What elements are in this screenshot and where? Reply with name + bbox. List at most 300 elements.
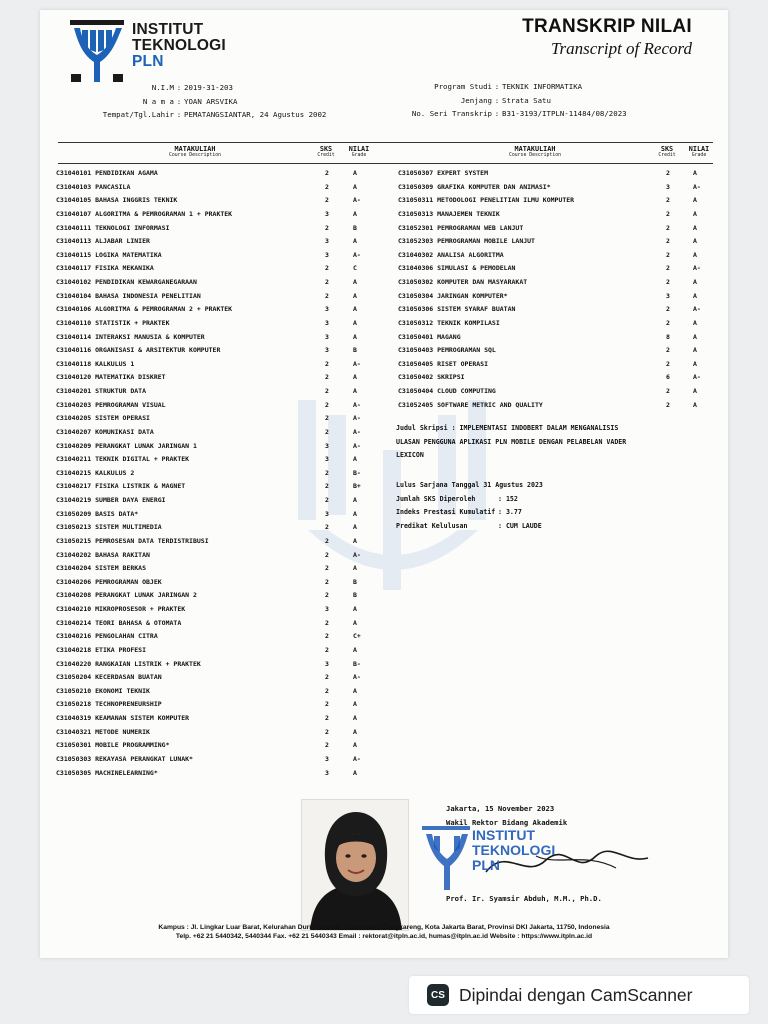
seri-row <box>380 107 627 121</box>
course-grade: A <box>353 714 357 722</box>
course-grade: A <box>693 291 697 300</box>
course-grade: B- <box>353 659 361 668</box>
separator: : <box>176 83 182 92</box>
course-row <box>56 739 386 753</box>
course-grade: A- <box>353 250 361 259</box>
course-name: C31040103 PANCASILA <box>56 182 131 191</box>
course-sks: 2 <box>666 278 670 286</box>
course-row <box>56 617 386 631</box>
course-name: C31040207 KOMUNIKASI DATA <box>56 427 154 436</box>
footer-address: Kampus : Jl. Lingkar Luar Barat, Kelurahan Duri Kosambi, Kecamatan Cengkareng, Kota Jakarta Barat, Provinsi DKI Jakarta, 11750, Indonesia <box>158 924 610 931</box>
course-row <box>56 562 386 576</box>
course-name: C31050403 PEMROGRAMAN SQL <box>398 346 496 355</box>
course-row <box>398 235 718 249</box>
course-name: C31040214 TEORI BAHASA & OTOMATA <box>56 618 182 627</box>
course-name: C31040217 FISIKA LISTRIK & MAGNET <box>56 482 186 491</box>
course-grade: A <box>693 318 697 327</box>
course-name: C31050312 TEKNIK KOMPILASI <box>398 318 500 327</box>
course-row <box>56 467 386 481</box>
course-name: C31040102 PENDIDIKAN KEWARGANEGARAAN <box>56 278 197 286</box>
course-sks: 2 <box>325 482 329 491</box>
course-row <box>56 167 386 181</box>
course-grade: A <box>693 400 697 409</box>
course-sks: 3 <box>666 291 670 300</box>
course-row <box>398 303 718 317</box>
ttl-label: Tempat/Tgl.Lahir <box>102 110 174 119</box>
student-photo <box>301 799 409 931</box>
course-name: C31040203 PEMROGRAMAN VISUAL <box>56 400 166 409</box>
course-name: C31040120 MATEMATIKA DISKRET <box>56 373 166 382</box>
course-row <box>56 576 386 590</box>
graduation-summary <box>396 479 543 533</box>
course-row <box>56 303 386 317</box>
course-grade: A <box>353 509 357 518</box>
course-header-left <box>130 145 260 158</box>
separator: : <box>494 109 500 118</box>
course-row <box>398 358 718 372</box>
gpa-label: Indeks Prestasi Kumulatif <box>396 508 496 517</box>
course-grade: A- <box>693 305 701 314</box>
course-sks: 2 <box>666 196 670 205</box>
course-row <box>56 685 386 699</box>
page-subtitle: Transcript of Record <box>550 39 692 58</box>
course-sks: 2 <box>325 632 329 641</box>
course-header-sub: Course Description <box>509 153 561 158</box>
grade-header-label: NILAI <box>348 145 370 153</box>
ttl-value: PEMATANGSIANTAR, 24 Agustus 2002 <box>184 110 327 119</box>
course-sks: 2 <box>325 182 329 191</box>
course-grade: A- <box>353 550 361 559</box>
course-sks: 2 <box>325 645 329 654</box>
sks-header-right <box>653 145 681 158</box>
course-sks: 3 <box>325 509 329 518</box>
student-photo-image <box>302 800 409 931</box>
course-row <box>56 235 386 249</box>
course-row <box>56 726 386 740</box>
course-sks: 2 <box>666 250 670 259</box>
course-sks: 3 <box>325 209 329 218</box>
course-grade: A <box>353 209 357 218</box>
logo-line-1: INSTITUT <box>132 21 204 38</box>
course-row <box>56 671 386 685</box>
itpln-logo-icon <box>68 18 130 84</box>
course-grade: A <box>353 496 357 504</box>
course-sks: 2 <box>666 346 670 355</box>
graduation-date: Lulus Sarjana Tanggal 31 Agustus 2023 <box>396 481 543 489</box>
course-row <box>56 426 386 440</box>
stamp-line-1: INSTITUT <box>472 827 535 843</box>
course-sks: 2 <box>325 414 329 423</box>
course-row <box>56 521 386 535</box>
course-sks: 2 <box>325 564 329 573</box>
course-row <box>56 344 386 358</box>
course-row <box>56 712 386 726</box>
student-info <box>66 81 326 122</box>
course-sks: 3 <box>325 754 329 763</box>
sks-header-sub: Credit <box>658 153 676 158</box>
course-sks: 2 <box>666 169 670 177</box>
course-grade: A <box>693 169 697 177</box>
course-row <box>56 412 386 426</box>
course-grade: A <box>693 332 697 341</box>
course-row <box>56 453 386 467</box>
course-grade: A <box>353 645 357 654</box>
total-sks-label: Jumlah SKS Diperoleh <box>396 494 476 503</box>
grade-header-left <box>344 145 374 158</box>
course-row <box>398 385 718 399</box>
course-name: C31050301 MOBILE PROGRAMMING* <box>56 741 170 750</box>
course-grade: A <box>353 686 357 695</box>
logo-line-3: PLN <box>132 53 164 70</box>
course-name: C31040116 ORGANISASI & ARSITEKTUR KOMPUTER <box>56 346 221 355</box>
title-block <box>522 16 692 59</box>
signature-role: Wakil Rektor Bidang Akademik <box>446 818 568 827</box>
course-sks: 2 <box>666 264 670 273</box>
course-row <box>56 535 386 549</box>
course-sks: 2 <box>666 305 670 314</box>
course-grade: A <box>353 373 357 382</box>
course-sks: 2 <box>325 700 329 709</box>
total-sks-row <box>396 493 543 507</box>
course-grade: B- <box>353 468 361 477</box>
course-sks: 3 <box>325 659 329 668</box>
course-grade: A <box>693 250 697 259</box>
course-name: C31040201 STRUKTUR DATA <box>56 387 147 395</box>
course-grade: A <box>353 768 357 777</box>
course-grade: A- <box>693 182 701 191</box>
course-row <box>56 194 386 208</box>
course-grade: A <box>353 169 357 177</box>
course-sks: 2 <box>325 550 329 559</box>
course-name: C31050313 MANAJEMEN TEKNIK <box>398 209 500 218</box>
course-name: C31050204 KECERDASAN BUATAN <box>56 673 162 682</box>
course-grade: A- <box>353 196 361 205</box>
course-row <box>56 317 386 331</box>
course-sks: 8 <box>666 332 670 341</box>
course-name: C31052405 SOFTWARE METRIC AND QUALITY <box>398 400 543 409</box>
course-sks: 2 <box>325 618 329 627</box>
jenjang-row <box>380 94 627 108</box>
course-sks: 2 <box>666 387 670 395</box>
course-grade: A <box>353 387 357 395</box>
course-row <box>398 181 718 195</box>
course-grade: B <box>353 577 357 586</box>
camscanner-icon: CS <box>427 984 449 1006</box>
course-row <box>398 290 718 304</box>
course-row <box>56 480 386 494</box>
course-name: C31040211 TEKNIK DIGITAL + PRAKTEK <box>56 455 190 464</box>
course-grade: A- <box>353 441 361 450</box>
course-sks: 2 <box>325 196 329 205</box>
course-sks: 2 <box>325 373 329 382</box>
course-row <box>56 290 386 304</box>
course-grade: A <box>353 305 357 314</box>
course-name: C31040215 KALKULUS 2 <box>56 468 135 477</box>
course-row <box>56 698 386 712</box>
course-name: C31050401 MAGANG <box>398 332 461 341</box>
course-row <box>56 385 386 399</box>
predikat-row <box>396 520 543 534</box>
gpa-value: : 3.77 <box>498 508 522 517</box>
course-row <box>56 494 386 508</box>
signature-date: Jakarta, 15 November 2023 <box>446 804 555 813</box>
course-sks: 2 <box>325 387 329 395</box>
course-name: C31040219 SUMBER DAYA ENERGI <box>56 496 166 504</box>
course-grade: A <box>693 209 697 218</box>
course-sks: 2 <box>325 536 329 545</box>
signatory-name: Prof. Ir. Syamsir Abduh, M.M., Ph.D. <box>446 894 602 903</box>
course-grade: A <box>693 237 697 246</box>
course-sks: 3 <box>325 768 329 777</box>
course-sks: 3 <box>666 182 670 191</box>
course-row <box>56 658 386 672</box>
logo-text <box>132 22 226 70</box>
course-name: C31050304 JARINGAN KOMPUTER* <box>398 291 508 300</box>
course-sks: 2 <box>325 468 329 477</box>
stamp-text <box>472 828 555 873</box>
course-grade: A <box>693 196 697 205</box>
course-grade: A <box>693 387 697 395</box>
course-sks: 2 <box>325 291 329 300</box>
course-row <box>398 276 718 290</box>
course-sks: 2 <box>325 169 329 177</box>
course-sks: 3 <box>325 346 329 355</box>
course-grade: A- <box>353 414 361 423</box>
course-name: C31040319 KEAMANAN SISTEM KOMPUTER <box>56 714 190 722</box>
course-sks: 3 <box>325 250 329 259</box>
course-name: C31050209 BASIS DATA* <box>56 509 139 518</box>
course-row <box>56 644 386 658</box>
course-sks: 2 <box>325 741 329 750</box>
course-sks: 2 <box>666 359 670 368</box>
course-name: C31040111 TEKNOLOGI INFORMASI <box>56 223 170 232</box>
course-name: C31040107 ALGORITMA & PEMROGRAMAN 1 + PRAKTEK <box>56 209 233 218</box>
course-name: C31040104 BAHASA INDONESIA PENELITIAN <box>56 291 201 300</box>
course-grade: A <box>353 332 357 341</box>
course-row <box>398 222 718 236</box>
course-grade: A <box>693 346 697 355</box>
course-grade: A- <box>353 400 361 409</box>
course-sks: 2 <box>325 727 329 736</box>
jenjang-value: Strata Satu <box>502 95 551 105</box>
course-sks: 3 <box>325 441 329 450</box>
course-header-label: MATAKULIAH <box>514 145 556 153</box>
predikat-value: : CUM LAUDE <box>498 521 542 530</box>
course-list-left <box>56 167 386 780</box>
stamp-line-3: PLN <box>472 857 500 873</box>
course-row <box>398 371 718 385</box>
course-name: C31050210 EKONOMI TEKNIK <box>56 686 150 695</box>
course-name: C31050305 MACHINELEARNING* <box>56 768 158 777</box>
course-header-right <box>470 145 600 158</box>
course-sks: 2 <box>325 673 329 682</box>
nama-value: YOAN ARSVIKA <box>184 96 238 106</box>
course-grade: C+ <box>353 632 361 641</box>
course-grade: A <box>353 700 357 709</box>
thesis-line-3: LEXICON <box>396 451 424 459</box>
course-row <box>56 603 386 617</box>
course-sks: 2 <box>325 278 329 286</box>
course-row <box>398 194 718 208</box>
nama-row <box>66 95 326 109</box>
grade-header-sub: Grade <box>351 153 367 158</box>
footer-contact: Telp. +62 21 5440342, 5440344 Fax. +62 21 5440343 Email : rektorat@itpln.ac.id, humas@itpln.ac.id Website : https://www.itpln.ac.id <box>175 933 593 940</box>
course-sks: 2 <box>666 209 670 218</box>
course-row <box>398 399 718 413</box>
course-sks: 2 <box>325 264 329 273</box>
course-row <box>56 331 386 345</box>
separator: : <box>494 82 500 91</box>
course-sks: 2 <box>325 591 329 600</box>
course-name: C31050309 GRAFIKA KOMPUTER DAN ANIMASI* <box>398 182 551 191</box>
course-row <box>56 371 386 385</box>
course-name: C31040110 STATISTIK + PRAKTEK <box>56 318 170 327</box>
course-row <box>56 440 386 454</box>
course-name: C31040113 ALJABAR LINIER <box>56 237 150 246</box>
predikat-label: Predikat Kelulusan <box>396 521 468 530</box>
course-sks: 2 <box>325 359 329 368</box>
course-sks: 2 <box>666 237 670 246</box>
table-top-rule <box>58 142 713 143</box>
course-name: C31040114 INTERAKSI MANUSIA & KOMPUTER <box>56 332 205 341</box>
course-row <box>398 249 718 263</box>
grade-header-sub: Grade <box>691 153 707 158</box>
course-row <box>56 276 386 290</box>
course-grade: A- <box>353 754 361 763</box>
course-grade: A <box>353 523 357 532</box>
separator: : <box>176 110 182 119</box>
course-row <box>56 181 386 195</box>
course-grade: A <box>353 741 357 750</box>
course-name: C31040302 ANALISA ALGORITMA <box>398 250 504 259</box>
course-grade: A- <box>353 359 361 368</box>
course-sks: 2 <box>666 318 670 327</box>
course-sks: 2 <box>325 427 329 436</box>
course-name: C31050213 SISTEM MULTIMEDIA <box>56 523 162 532</box>
course-name: C31040321 METODE NUMERIK <box>56 727 150 736</box>
course-sks: 3 <box>325 237 329 246</box>
course-grade: A <box>693 278 697 286</box>
nim-label: N.I.M <box>151 83 174 92</box>
course-row <box>56 262 386 276</box>
course-grade: A- <box>693 264 701 273</box>
prodi-value: TEKNIK INFORMATIKA <box>502 82 583 91</box>
course-sks: 2 <box>325 400 329 409</box>
grade-header-label: NILAI <box>688 145 710 153</box>
course-list-right <box>398 167 718 412</box>
course-row <box>56 630 386 644</box>
course-header-sub: Course Description <box>169 153 221 158</box>
program-info <box>380 80 627 121</box>
thesis-title <box>396 422 626 463</box>
course-row <box>398 344 718 358</box>
course-name: C31050404 CLOUD COMPUTING <box>398 387 496 395</box>
course-grade: A- <box>353 427 361 436</box>
course-name: C31040208 PERANGKAT LUNAK JARINGAN 2 <box>56 591 197 600</box>
nama-label: N a m a <box>142 96 174 106</box>
course-grade: A- <box>693 373 701 382</box>
course-name: C31040216 PENGOLAHAN CITRA <box>56 632 158 641</box>
course-row <box>398 262 718 276</box>
nim-value: 2019-31-203 <box>184 83 233 92</box>
camscanner-text: Dipindai dengan CamScanner <box>459 984 693 1005</box>
course-name: C31050302 KOMPUTER DAN MASYARAKAT <box>398 278 528 286</box>
course-sks: 2 <box>325 577 329 586</box>
course-row <box>56 767 386 781</box>
page-title: TRANSKRIP NILAI <box>522 16 692 37</box>
course-name: C31050307 EXPERT SYSTEM <box>398 169 489 177</box>
course-row <box>398 331 718 345</box>
course-row <box>398 208 718 222</box>
course-name: C31040209 PERANGKAT LUNAK JARINGAN 1 <box>56 441 197 450</box>
course-name: C31040218 ETIKA PROFESI <box>56 645 147 654</box>
seri-value: B31-3193/ITPLN-11484/08/2023 <box>502 109 627 118</box>
course-grade: A <box>353 564 357 573</box>
camscanner-badge <box>409 976 749 1014</box>
course-name: C31040105 BAHASA INGGRIS TEKNIK <box>56 196 178 205</box>
course-sks: 3 <box>325 605 329 613</box>
separator: : <box>494 95 500 105</box>
course-grade: A <box>353 455 357 464</box>
course-grade: A <box>353 618 357 627</box>
course-name: C31050306 SISTEM SYARAF BUATAN <box>398 305 516 314</box>
stamp-line-2: TEKNOLOGI <box>472 842 556 858</box>
course-name: C31040101 PENDIDIKAN AGAMA <box>56 169 158 177</box>
course-grade: A <box>353 291 357 300</box>
course-header-label: MATAKULIAH <box>174 145 216 153</box>
seri-label: No. Seri Transkrip <box>411 109 492 118</box>
course-name: C31040202 BAHASA RAKITAN <box>56 550 150 559</box>
course-grade: C <box>353 264 357 273</box>
course-sks: 6 <box>666 373 670 382</box>
course-grade: A <box>693 223 697 232</box>
ttl-row <box>66 108 326 122</box>
grade-header-right <box>684 145 714 158</box>
table-header-rule <box>58 163 713 164</box>
course-sks: 2 <box>325 223 329 232</box>
course-name: C31040106 ALGORITMA & PEMROGRAMAN 2 + PRAKTEK <box>56 305 233 314</box>
separator: : <box>176 96 182 106</box>
course-name: C31040115 LOGIKA MATEMATIKA <box>56 250 162 259</box>
course-sks: 2 <box>325 496 329 504</box>
course-name: C31050215 PEMROSESAN DATA TERDISTRIBUSI <box>56 536 209 545</box>
thesis-line-1: Judul Skripsi : IMPLEMENTASI INDOBERT DALAM MENGANALISIS <box>396 424 619 432</box>
course-sks: 2 <box>325 523 329 532</box>
course-name: C31040220 RANGKAIAN LISTRIK + PRAKTEK <box>56 659 201 668</box>
course-name: C31040204 SISTEM BERKAS <box>56 564 147 573</box>
course-sks: 3 <box>325 318 329 327</box>
course-grade: A <box>693 359 697 368</box>
course-name: C31050218 TECHNOPRENEURSHIP <box>56 700 162 709</box>
total-sks-value: : 152 <box>498 494 518 503</box>
course-row <box>56 508 386 522</box>
course-row <box>56 549 386 563</box>
course-grade: B <box>353 223 357 232</box>
course-name: C31040117 FISIKA MEKANIKA <box>56 264 154 273</box>
course-name: C31052303 PEMROGRAMAN MOBILE LANJUT <box>398 237 535 246</box>
course-sks: 3 <box>325 305 329 314</box>
course-name: C31050311 METODOLOGI PENELITIAN ILMU KOMPUTER <box>398 196 575 205</box>
course-name: C31040210 MIKROPROSESOR + PRAKTEK <box>56 605 186 613</box>
course-name: C31050402 SKRIPSI <box>398 373 465 382</box>
sks-header-left <box>312 145 340 158</box>
course-grade: A <box>353 605 357 613</box>
course-row <box>56 589 386 603</box>
course-grade: A <box>353 318 357 327</box>
sks-header-label: SKS <box>660 145 674 153</box>
logo-line-2: TEKNOLOGI <box>132 37 226 54</box>
course-row <box>398 167 718 181</box>
